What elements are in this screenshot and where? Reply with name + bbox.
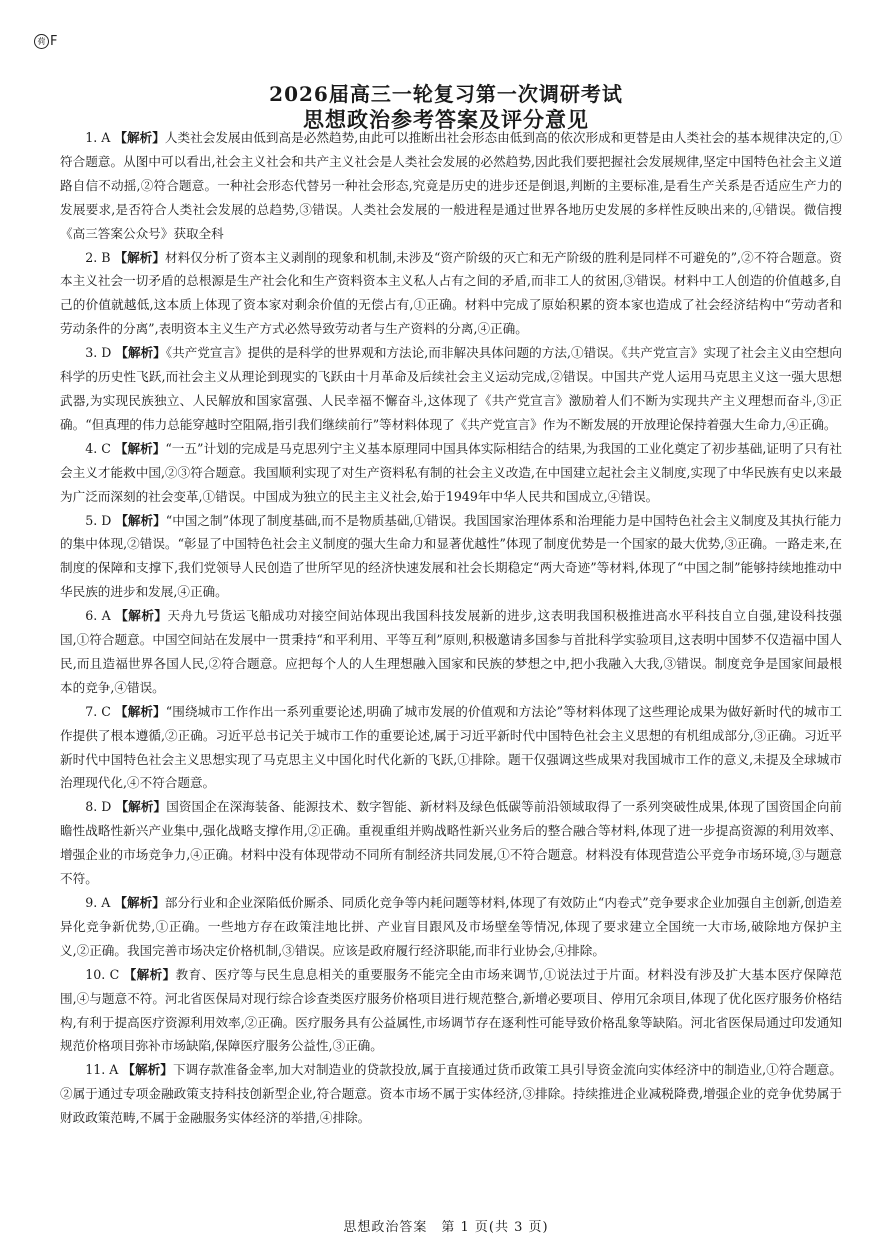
answer-number: 8. D [85, 799, 112, 815]
answer-item-1 [60, 126, 842, 246]
analysis-tag: 【解析】 [115, 703, 166, 719]
answer-number: 6. A [85, 608, 111, 624]
answer-item-8 [60, 795, 842, 891]
answer-number: 1. A [85, 130, 111, 145]
answer-text: 部分行业和企业深陷低价厮杀、同质化竞争等内耗问题等材料,体现了有效防止“内卷式”竞争要求企业加强自主创新,创造差异化竞争新优势,①正确。一些地方存在政策洼地比拼、产业盲目跟风及市场壁垒等情况,体现了要求建立全国统一大市场,破除地方保护主义,②正确。我国完善市场决定价格机制,③错误。应该是政府履行经济职能,而非行业协会,④排除。 [60, 895, 842, 958]
answer-number: 11. A [85, 1062, 119, 1078]
answer-number: 2. B [85, 249, 111, 265]
corner-mark [34, 34, 57, 49]
exam-subtitle: 思想政治参考答案及评分意见 [303, 107, 589, 132]
analysis-tag: 【解析】 [115, 799, 167, 815]
answer-number: 4. C [85, 440, 111, 456]
answer-text: 国资国企在深海装备、能源技术、数字智能、新材料及绿色低碳等前沿领域取得了一系列突破性成果,体现了国资国企向前瞻性战略性新兴产业集中,强化战略支撑作用,②正确。重视重组并购战略性新兴业务后的整合融合等材料,体现了进一步提高资源的利用效率、增强企业的市场竞争力,④正确。材料中没有体现带动不同所有制经济共同发展,①不符合题意。材料没有体现营造公平竞争市场环境,③与题意不符。 [60, 799, 842, 887]
answer-number: 3. D [85, 345, 112, 361]
analysis-tag: 【解析】 [114, 130, 165, 145]
answer-item-3 [60, 341, 842, 437]
analysis-tag: 【解析】 [115, 608, 168, 624]
answer-text: 材料仅分析了资本主义剥削的现象和机制,未涉及“资产阶级的灭亡和无产阶级的胜利是同样不可避免的”,②不符合题意。资本主义社会一切矛盾的总根源是生产社会化和生产资料资本主义私人占有之间的矛盾,而非工人的贫困,③错误。材料中工人创造的价值越多,自己的价值就越低,这本质上体现了资本家对剩余价值的无偿占有,①正确。材料中完成了原始积累的资本家也造成了社会经济结构中“劳动者和劳动条件的分离”,表明资本主义生产方式必然导致劳动者与生产资料的分离,④正确。 [60, 249, 842, 337]
answer-item-5 [60, 509, 842, 605]
analysis-tag: 【解析】 [115, 512, 166, 528]
answer-text: 人类社会发展由低到高是必然趋势,由此可以推断出社会形态由低到高的依次形成和更替是由人类社会的基本规律决定的,①符合题意。从图中可以看出,社会主义社会和共产主义社会是人类社会发展的必然趋势,因此我们要把握社会发展规律,坚定中国特色社会主义道路自信不动摇,②符合题意。一种社会形态代替另一种社会形态,究竟是历史的进步还是倒退,判断的主要标准,是看生产关系是否适应生产力的发展要求,是否符合人类社会发展的总趋势,③错误。人类社会发展的一般进程是通过世界各地历史发展的多样性反映出来的,④错误。微信搜《高三答案公众号》获取全科 [60, 130, 842, 241]
answer-text: 教育、医疗等与民生息息相关的重要服务不能完全由市场来调节,①说法过于片面。材料没有涉及扩大基本医疗保障范围,④与题意不符。河北省医保局对现行综合诊查类医疗服务价格项目进行规范整合,新增必要项目、停用冗余项目,体现了优化医疗服务价格结构,有利于提高医疗资源利用效率,②正确。医疗服务具有公益属性,市场调节存在逐利性可能导致价格乱象等缺陷。河北省医保局通过印发通知规范价格项目弥补市场缺陷,保障医疗服务公益性,③正确。 [60, 966, 842, 1054]
answer-text: 《共产党宣言》提供的是科学的世界观和方法论,而非解决具体问题的方法,①错误。《共产党宣言》实现了社会主义由空想向科学的历史性飞跃,而社会主义从理论到现实的飞跃由十月革命及后续社会主义运动完成,②错误。中国共产党人运用马克思主义这一强大思想武器,为实现民族独立、人民解放和国家富强、人民幸福不懈奋斗,这体现了《共产党宣言》激励着人们不断为实现共产主义理想而奋斗,③正确。“但真理的伟力总能穿越时空阻隔,指引我们继续前行”等材料体现了《共产党宣言》作为不断发展的开放理论保持着强大生命力,④正确。 [60, 345, 842, 432]
answer-item-9 [60, 891, 842, 963]
answer-item-6 [60, 604, 842, 700]
analysis-tag: 【解析】 [115, 345, 166, 361]
answer-text: “一五”计划的完成是马克思列宁主义基本原理同中国具体实际相结合的结果,为我国的工业化奠定了初步基础,证明了只有社会主义才能救中国,②③符合题意。我国顺利实现了对生产资料私有制的社会主义改造,在中国建立起社会主义制度,实现了中华民族有史以来最为广泛而深刻的社会变革,①错误。中国成为独立的民主主义社会,始于1949年中华人民共和国成立,④错误。 [60, 440, 843, 504]
answer-item-7 [60, 700, 842, 796]
answer-number: 7. C [85, 703, 111, 719]
answer-number: 5. D [85, 512, 112, 528]
answer-list [60, 126, 842, 1130]
analysis-tag: 【解析】 [114, 249, 165, 265]
answer-number: 9. A [85, 895, 111, 910]
answer-item-4 [60, 437, 842, 509]
analysis-tag: 【解析】 [122, 1062, 173, 1078]
exam-title: 2026届高三一轮复习第一次调研考试 [269, 82, 623, 106]
answer-number: 10. C [85, 966, 120, 982]
circled-character: 荷 [34, 34, 49, 49]
analysis-tag: 【解析】 [123, 966, 176, 982]
corner-letter: F [50, 34, 58, 49]
answer-item-10 [60, 963, 842, 1059]
analysis-tag: 【解析】 [114, 895, 165, 910]
page-footer: 思想政治答案 第 1 页(共 3 页) [343, 1220, 549, 1235]
answer-text: 天舟九号货运飞船成功对接空间站体现出我国科技发展新的进步,这表明我国积极推进高水平科技自立自强,建设科技强国,①符合题意。中国空间站在发展中一贯秉持“和平利用、平等互利”原则,积极邀请多国参与首批科学实验项目,这表明中国梦不仅造福中国人民,而且造福世界各国人民,②符合题意。应把每个人的人生理想融入国家和民族的梦想之中,把小我融入大我,③错误。制度竞争是国家间最根本的竞争,④错误。 [60, 608, 842, 695]
answer-text: “中国之制”体现了制度基础,而不是物质基础,①错误。我国国家治理体系和治理能力是中国特色社会主义制度及其执行能力的集中体现,②错误。“彰显了中国特色社会主义制度的强大生命力和显著优越性”体现了制度优势是一个国家的最大优势,③正确。一路走来,在制度的保障和支撑下,我们党领导人民创造了世所罕见的经济快速发展和社会长期稳定“两大奇迹”等材料,体现了“中国之制”能够持续地推动中华民族的进步和发展,④正确。 [60, 512, 842, 600]
answer-text: “围绕城市工作作出一系列重要论述,明确了城市发展的价值观和方法论”等材料体现了这些理论成果为做好新时代的城市工作提供了根本遵循,②正确。习近平总书记关于城市工作的重要论述,属于习近平新时代中国特色社会主义思想的有机组成部分,③正确。习近平新时代中国特色社会主义思想实现了马克思主义中国化时代化新的飞跃,①排除。题干仅强调这些成果对我国城市工作的意义,未提及全球城市治理现代化,④不符合题意。 [60, 703, 843, 791]
analysis-tag: 【解析】 [114, 440, 166, 456]
answer-text: 下调存款准备金率,加大对制造业的贷款投放,属于直接通过货币政策工具引导资金流向实体经济中的制造业,①符合题意。②属于通过专项金融政策支持科技创新型企业,符合题意。资本市场不属于实体经济,③排除。持续推进企业减税降费,增强企业的竞争优势属于财政政策范畴,不属于金融服务实体经济的举措,④排除。 [60, 1062, 842, 1126]
answer-item-2 [60, 246, 842, 342]
answer-item-11 [60, 1058, 842, 1130]
